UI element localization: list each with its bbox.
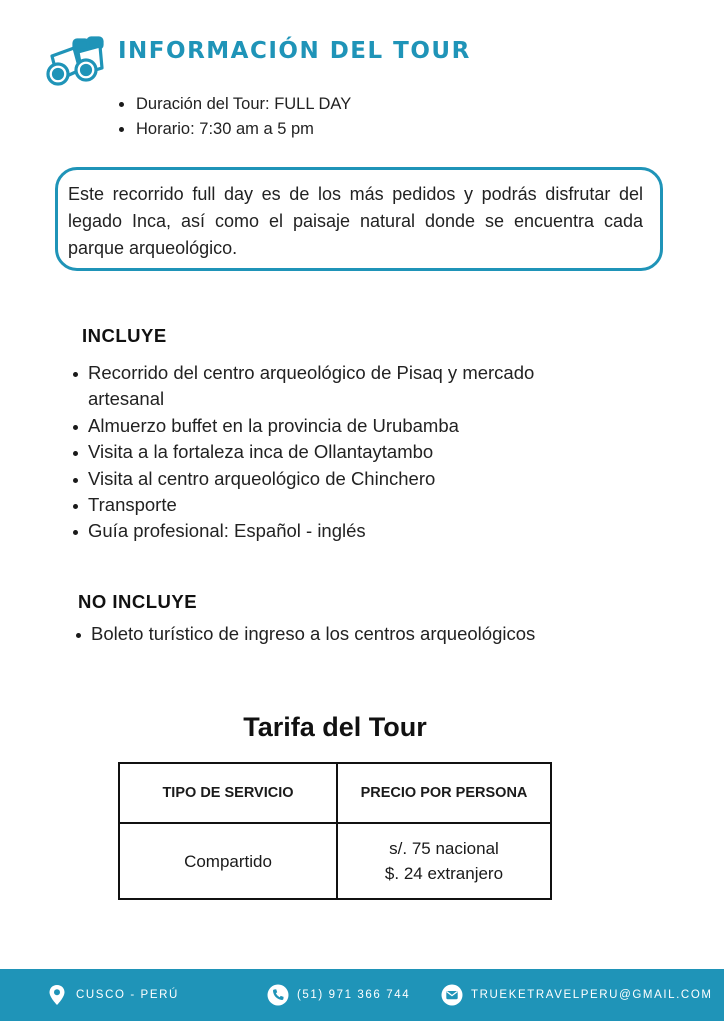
includes-list [88, 360, 668, 545]
price-cell [337, 823, 551, 899]
page-title: INFORMACIÓN DEL TOUR [118, 38, 471, 64]
tour-info-list [136, 92, 351, 142]
list-item-continuation: artesanal [88, 388, 165, 410]
list-item: Almuerzo buffet en la provincia de Urubamba [88, 413, 668, 439]
service-cell: Compartido [119, 823, 337, 899]
excludes-list [91, 621, 691, 647]
description-box [55, 167, 663, 271]
footer-location [46, 969, 179, 1021]
footer-email-text: TRUEKETRAVELPERU@GMAIL.COM [471, 989, 713, 1001]
list-item: Visita a la fortaleza inca de Ollantaytambo [88, 439, 668, 465]
tour-schedule: Horario: 7:30 am a 5 pm [136, 117, 351, 142]
footer-location-text: CUSCO - PERÚ [76, 989, 179, 1001]
tariff-title: Tarifa del Tour [243, 712, 427, 742]
email-icon [441, 984, 463, 1006]
excludes-heading: NO INCLUYE [78, 591, 198, 612]
tariff-table [118, 762, 552, 900]
tour-duration: Duración del Tour: FULL DAY [136, 92, 351, 117]
description-text: Este recorrido full day es de los más pedidos y podrás disfrutar del legado Inca, así como el paisaje natural donde se encuentra cada parque arqueológico. [68, 184, 643, 258]
header-price-per-person: PRECIO POR PERSONA [337, 763, 551, 823]
header-service-type: TIPO DE SERVICIO [119, 763, 337, 823]
footer-email[interactable] [441, 969, 713, 1021]
footer-phone-text: (51) 971 366 744 [297, 989, 411, 1001]
list-item: Guía profesional: Español - inglés [88, 518, 668, 544]
price-foreign: $. 24 extranjero [384, 864, 504, 883]
list-item: Boleto turístico de ingreso a los centros arqueológicos [91, 621, 691, 647]
header [44, 36, 106, 86]
table-header-row [119, 763, 551, 823]
includes-heading: INCLUYE [82, 325, 167, 346]
price-national: s/. 75 nacional [389, 839, 499, 858]
binoculars-icon [44, 36, 106, 86]
list-item: Transporte [88, 492, 668, 518]
list-item: Recorrido del centro arqueológico de Pisaq y mercado [88, 360, 668, 386]
footer [0, 969, 724, 1021]
footer-phone[interactable] [267, 969, 410, 1021]
location-pin-icon [46, 984, 68, 1006]
phone-icon [267, 984, 289, 1006]
list-item: Visita al centro arqueológico de Chinchero [88, 466, 668, 492]
table-row [119, 823, 551, 899]
